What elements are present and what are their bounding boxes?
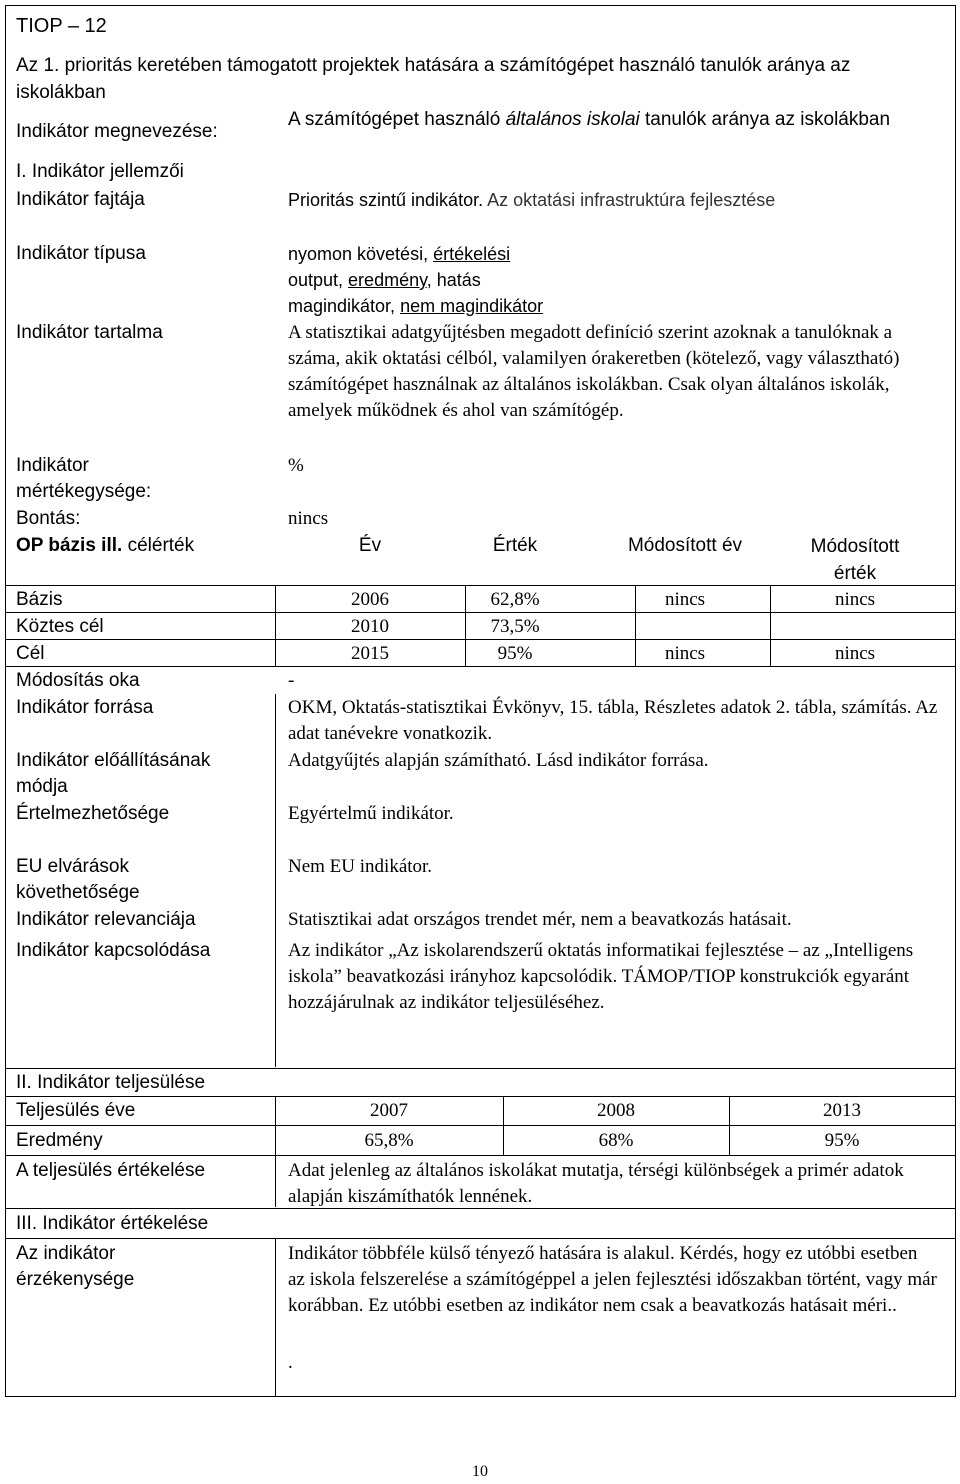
forras-value: OKM, Oktatás-statisztikai Évkönyv, 15. tábla, Részletes adatok 2. tábla, számítás. Az adat tanévekre vonatkozik. — [288, 697, 938, 744]
fajta-label: Indikátor fajtája — [16, 189, 145, 210]
frame-bottom — [5, 1396, 956, 1397]
tipus-value: nyomon követési, értékelési output, eredmény, hatás magindikátor, nem magindikátor — [288, 244, 544, 316]
relevancia-label: Indikátor relevanciája — [16, 909, 196, 930]
megnevezes-value: A számítógépet használó általános iskolai tanulók aránya az iskolákban — [288, 109, 891, 130]
tartalma-label: Indikátor tartalma — [16, 322, 163, 343]
section-2-title: II. Indikátor teljesülése — [16, 1072, 206, 1093]
teljesules-grid-v1 — [275, 1096, 276, 1207]
teljesules-result-3: 95% — [824, 1130, 860, 1151]
forras-label: Indikátor forrása — [16, 697, 154, 718]
op-header-year: Év — [358, 535, 382, 556]
frame-top — [5, 5, 956, 6]
ertekeles-value: Adat jelenleg az általános iskolákat mutatja, térségi különbségek a primér adatok alapján kiszámíthatók lennének. — [288, 1160, 904, 1207]
bontas-value: nincs — [288, 508, 329, 529]
erzekenyseg-value: Indikátor többféle külső tényező hatására is alakul. Kérdés, hogy ez utóbbi esetben az iskola felszerelése a számítógéppel a jelen fejlesztési időszakban történt, vagy már korábban. Ez utóbbi esetben az indikátor nem csak a beavatkozás hatásait méri.. — [288, 1243, 937, 1316]
frame-right — [955, 5, 956, 1397]
kapcsolodas-value: Az indikátor „Az iskolarendszerű oktatás informatikai fejlesztése – az „Intelligens iskola” beavatkozási irányhoz kapcsolódik. TÁMOP/TIOP konstrukciók egyaránt hozzájárulnak az indikátor teljesüléséhez. — [288, 940, 914, 1013]
mertekegyseg-value: % — [288, 455, 304, 476]
teljesules-grid-top — [5, 1096, 956, 1097]
op-row-mod-year: nincs — [664, 643, 706, 664]
op-row-year: 2015 — [351, 643, 389, 664]
frame-left — [5, 5, 6, 1397]
teljesules-year-3: 2013 — [823, 1100, 861, 1121]
teljesules-grid-mid — [5, 1125, 956, 1126]
op-header-value: Érték — [492, 535, 538, 556]
eloallitas-label: Indikátor előállításának módja — [16, 750, 211, 797]
op-row-label: Köztes cél — [16, 616, 104, 637]
ertelmezhetoseg-value: Egyértelmű indikátor. — [288, 803, 454, 824]
teljesules-year-2: 2008 — [597, 1100, 635, 1121]
op-row-mod-value: nincs — [834, 643, 876, 664]
modositas-label: Módosítás oka — [16, 670, 140, 691]
grid-v-mid-a — [275, 694, 276, 1067]
op-row-year: 2006 — [351, 589, 389, 610]
page-number: 10 — [472, 1463, 488, 1480]
document-code: TIOP – 12 — [16, 15, 107, 37]
op-header-label: OP bázis ill. célérték — [16, 535, 195, 556]
fajta-value: Prioritás szintű indikátor. Az oktatási infrastruktúra fejlesztése — [288, 190, 776, 210]
op-row-mod-year: nincs — [664, 589, 706, 610]
modositas-value: - — [288, 670, 295, 691]
teljesules-grid-v2 — [503, 1096, 504, 1156]
teljesules-year-label: Teljesülés éve — [16, 1100, 136, 1121]
section-3-line-top — [5, 1208, 956, 1209]
teljesules-grid-bottom — [5, 1155, 956, 1156]
op-row-year: 2010 — [351, 616, 389, 637]
ertelmezhetoseg-label: Értelmezhetősége — [16, 803, 170, 824]
ertekeles-label: A teljesülés értékelése — [16, 1160, 206, 1181]
op-row-label: Cél — [16, 643, 45, 664]
op-row-value: 95% — [497, 643, 533, 664]
section-3-title: III. Indikátor értékelése — [16, 1213, 209, 1234]
indicator-title: Az 1. prioritás keretében támogatott projektek hatására a számítógépet használó tanulók aránya az iskolákban — [16, 55, 851, 103]
erzekenyseg-trailing: . — [288, 1352, 293, 1373]
eu-value: Nem EU indikátor. — [288, 856, 433, 877]
kapcsolodas-label: Indikátor kapcsolódása — [16, 940, 211, 961]
section-1-title: I. Indikátor jellemzői — [16, 161, 184, 182]
relevancia-value: Statisztikai adat országos trendet mér, nem a beavatkozás hatásait. — [288, 909, 792, 930]
op-row-value: 62,8% — [490, 589, 540, 610]
teljesules-result-label: Eredmény — [16, 1130, 103, 1151]
mertekegyseg-label: Indikátor mértékegysége: — [16, 455, 152, 502]
teljesules-result-2: 68% — [598, 1130, 634, 1151]
op-grid-h1 — [5, 585, 956, 586]
op-header-mod-value: Módosított érték — [810, 536, 900, 584]
eu-label: EU elvárások követhetősége — [16, 856, 140, 903]
teljesules-year-1: 2007 — [370, 1100, 408, 1121]
erzekenyseg-grid-v — [275, 1238, 276, 1396]
section-2-line — [5, 1068, 956, 1069]
megnevezes-label: Indikátor megnevezése: — [16, 121, 218, 142]
bontas-label: Bontás: — [16, 508, 81, 529]
teljesules-grid-v3 — [729, 1096, 730, 1156]
tipus-label: Indikátor típusa — [16, 243, 146, 264]
op-header-mod-year: Módosított év — [627, 535, 743, 556]
erzekenyseg-label: Az indikátor érzékenysége — [16, 1243, 135, 1290]
eloallitas-value: Adatgyűjtés alapján számítható. Lásd indikátor forrása. — [288, 750, 709, 771]
op-row-mod-value: nincs — [834, 589, 876, 610]
op-row-label: Bázis — [16, 589, 63, 610]
section-3-line-bottom — [5, 1238, 956, 1239]
op-row-value: 73,5% — [490, 616, 540, 637]
tartalma-value: A statisztikai adatgyűjtésben megadott definíció szerint azoknak a tanulóknak a száma, akik oktatási célból, valamilyen órakeretben (kötelező, vagy választható) számítógépet használnak az általános iskolákban. Csak olyan általános iskolák, amelyek működnek és ahol van számítógép. — [288, 322, 900, 421]
teljesules-result-1: 65,8% — [364, 1130, 414, 1151]
